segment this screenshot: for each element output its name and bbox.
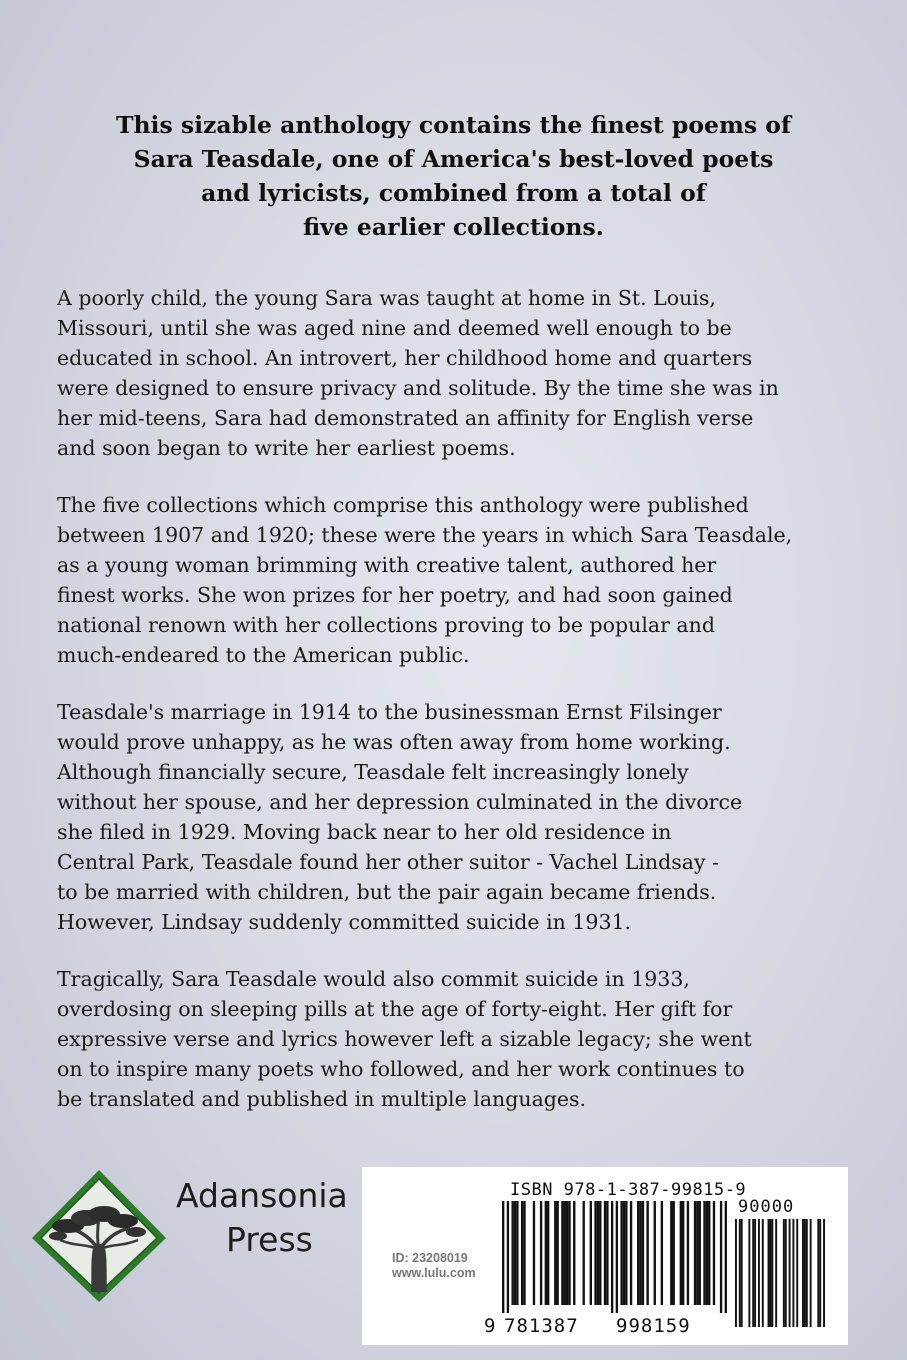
ean13-bar bbox=[703, 1201, 705, 1305]
addon-bar bbox=[823, 1219, 825, 1327]
addon-bar bbox=[810, 1219, 812, 1327]
barcode-digit-first: 9 bbox=[484, 1315, 496, 1337]
ean13-bar bbox=[699, 1201, 701, 1305]
headline-line: five earlier collections. bbox=[303, 213, 604, 241]
addon-bar bbox=[806, 1219, 808, 1327]
ean13-bar bbox=[573, 1201, 575, 1305]
addon-bar bbox=[735, 1219, 737, 1327]
blurb-paragraph-legacy bbox=[57, 964, 857, 1114]
publisher-name-line1: Adansonia bbox=[176, 1176, 348, 1215]
addon-bar bbox=[771, 1219, 773, 1327]
ean13-bar bbox=[639, 1201, 641, 1305]
paragraph-line: educated in school. An introvert, her childhood home and quarters bbox=[57, 346, 753, 370]
addon-bar bbox=[802, 1219, 804, 1327]
publisher-name-line2: Press bbox=[226, 1220, 313, 1259]
ean13-bar bbox=[545, 1201, 547, 1305]
paragraph-line: Missouri, until she was aged nine and deemed well enough to be bbox=[57, 316, 732, 340]
blurb-headline bbox=[40, 108, 867, 244]
barcode-digits bbox=[484, 1315, 734, 1337]
ean13-bar bbox=[616, 1201, 618, 1313]
addon-bar bbox=[748, 1219, 750, 1327]
paragraph-line: be translated and published in multiple languages. bbox=[57, 1087, 587, 1111]
addon-bar bbox=[754, 1219, 756, 1327]
paragraph-line: to be married with children, but the pair again became friends. bbox=[57, 880, 717, 904]
addon-barcode bbox=[735, 1219, 825, 1327]
ean13-bar bbox=[556, 1201, 558, 1305]
addon-bar bbox=[785, 1219, 787, 1327]
addon-bar bbox=[792, 1219, 794, 1327]
barcode-digits-right: 998159 bbox=[616, 1315, 691, 1337]
paragraph-line: Although financially secure, Teasdale felt increasingly lonely bbox=[57, 760, 689, 784]
headline-line: This sizable anthology contains the finest poems of bbox=[115, 111, 792, 139]
paragraph-line: Central Park, Teasdale found her other suitor - Vachel Lindsay - bbox=[57, 850, 719, 874]
ean13-bar bbox=[564, 1201, 566, 1305]
headline-line: Sara Teasdale, one of America's best-loved poets bbox=[133, 145, 774, 173]
addon-bar bbox=[783, 1219, 785, 1327]
addon-bar bbox=[817, 1219, 819, 1327]
ean13-bar bbox=[597, 1201, 599, 1305]
ean13-bar bbox=[625, 1201, 627, 1305]
ean13-bar bbox=[706, 1201, 708, 1305]
ean13-bar bbox=[713, 1201, 715, 1305]
ean13-bar bbox=[583, 1201, 585, 1305]
ean13-bar bbox=[637, 1201, 639, 1305]
paragraph-line: on to inspire many poets who followed, and her work continues to bbox=[57, 1057, 745, 1081]
paragraph-line: However, Lindsay suddenly committed suicide in 1931. bbox=[57, 910, 632, 934]
ean13-bar bbox=[720, 1201, 722, 1313]
publisher-name bbox=[176, 1174, 348, 1262]
addon-bar bbox=[819, 1219, 821, 1327]
addon-bar bbox=[789, 1219, 791, 1327]
paragraph-line: overdosing on sleeping pills at the age of forty-eight. Her gift for bbox=[57, 997, 733, 1021]
ean13-bar bbox=[661, 1201, 663, 1305]
ean13-bar bbox=[523, 1201, 525, 1305]
ean13-bar bbox=[568, 1201, 570, 1305]
paragraph-line: would prove unhappy, as he was often away from home working. bbox=[57, 730, 731, 754]
ean13-bar bbox=[594, 1201, 596, 1305]
ean13-bar bbox=[590, 1201, 592, 1305]
ean13-bar bbox=[687, 1201, 689, 1305]
paragraph-line: finest works. She won prizes for her poetry, and had soon gained bbox=[57, 583, 733, 607]
addon-bar bbox=[775, 1219, 777, 1327]
paragraph-line: as a young woman brimming with creative talent, authored her bbox=[57, 553, 717, 577]
paragraph-line: much-endeared to the American public. bbox=[57, 643, 470, 667]
ean13-barcode bbox=[502, 1201, 727, 1313]
ean13-bar bbox=[642, 1201, 644, 1305]
ean13-bar bbox=[514, 1201, 516, 1305]
ean13-bar bbox=[696, 1201, 698, 1305]
barcode-box bbox=[362, 1167, 848, 1345]
barcode-digits-left: 781387 bbox=[504, 1315, 579, 1337]
paragraph-line: she filed in 1929. Moving back near to her old residence in bbox=[57, 820, 672, 844]
addon-bar bbox=[741, 1219, 743, 1327]
paragraph-line: expressive verse and lyrics however left a sizable legacy; she went bbox=[57, 1027, 752, 1051]
blurb-paragraph-marriage bbox=[57, 697, 857, 937]
ean13-bar bbox=[620, 1201, 622, 1305]
ean13-bar bbox=[611, 1201, 613, 1313]
ean13-bar bbox=[630, 1201, 632, 1305]
ean13-bar bbox=[507, 1201, 509, 1313]
ean13-bar bbox=[694, 1201, 696, 1305]
ean13-bar bbox=[680, 1201, 682, 1305]
isbn-label: ISBN 978-1-387-99815-9 bbox=[510, 1180, 747, 1200]
paragraph-line: Tragically, Sara Teasdale would also commit suicide in 1933, bbox=[57, 967, 690, 991]
ean13-bar bbox=[547, 1201, 549, 1305]
publisher-logo bbox=[28, 1166, 368, 1306]
ean13-bar bbox=[599, 1201, 601, 1305]
ean13-bar bbox=[502, 1201, 504, 1313]
paragraph-line: without her spouse, and her depression culminated in the divorce bbox=[57, 790, 743, 814]
ean13-bar bbox=[708, 1201, 710, 1305]
baobab-tree-icon bbox=[28, 1166, 170, 1306]
ean13-bar bbox=[521, 1201, 523, 1305]
ean13-bar bbox=[725, 1201, 727, 1313]
ean13-bar bbox=[623, 1201, 625, 1305]
addon-digits: 90000 bbox=[738, 1197, 795, 1217]
paragraph-line: her mid-teens, Sara had demonstrated an affinity for English verse bbox=[57, 406, 754, 430]
ean13-bar bbox=[561, 1201, 563, 1305]
ean13-bar bbox=[682, 1201, 684, 1305]
blurb-paragraph-childhood bbox=[57, 283, 857, 463]
ean13-bar bbox=[646, 1201, 648, 1305]
ean13-bar bbox=[670, 1201, 672, 1305]
paragraph-line: between 1907 and 1920; these were the years in which Sara Teasdale, bbox=[57, 523, 793, 547]
paragraph-line: The five collections which comprise this anthology were published bbox=[57, 493, 749, 517]
print-website: www.lulu.com bbox=[392, 1266, 476, 1280]
addon-bar bbox=[762, 1219, 764, 1327]
ean13-bar bbox=[654, 1201, 656, 1305]
addon-bar bbox=[796, 1219, 798, 1327]
paragraph-line: Teasdale's marriage in 1914 to the businessman Ernst Filsinger bbox=[57, 700, 722, 724]
paragraph-line: and soon began to write her earliest poems. bbox=[57, 436, 516, 460]
paragraph-line: were designed to ensure privacy and solitude. By the time she was in bbox=[57, 376, 779, 400]
paragraph-line: A poorly child, the young Sara was taught at home in St. Louis, bbox=[57, 286, 716, 310]
ean13-bar bbox=[533, 1201, 535, 1305]
ean13-bar bbox=[511, 1201, 513, 1305]
ean13-bar bbox=[516, 1201, 518, 1305]
ean13-bar bbox=[566, 1201, 568, 1305]
addon-bar bbox=[739, 1219, 741, 1327]
ean13-bar bbox=[673, 1201, 675, 1305]
ean13-bar bbox=[554, 1201, 556, 1305]
print-id-label bbox=[392, 1251, 476, 1281]
addon-bar bbox=[769, 1219, 771, 1327]
addon-bar bbox=[758, 1219, 760, 1327]
blurb-paragraph-collections bbox=[57, 490, 857, 670]
print-id: ID: 23208019 bbox=[392, 1251, 468, 1265]
addon-bar bbox=[752, 1219, 754, 1327]
paragraph-line: national renown with her collections proving to be popular and bbox=[57, 613, 715, 637]
ean13-bar bbox=[606, 1201, 608, 1305]
ean13-bar bbox=[604, 1201, 606, 1305]
addon-bar bbox=[768, 1219, 770, 1327]
ean13-bar bbox=[540, 1201, 542, 1305]
headline-line: and lyricists, combined from a total of bbox=[201, 179, 706, 207]
addon-bar bbox=[804, 1219, 806, 1327]
